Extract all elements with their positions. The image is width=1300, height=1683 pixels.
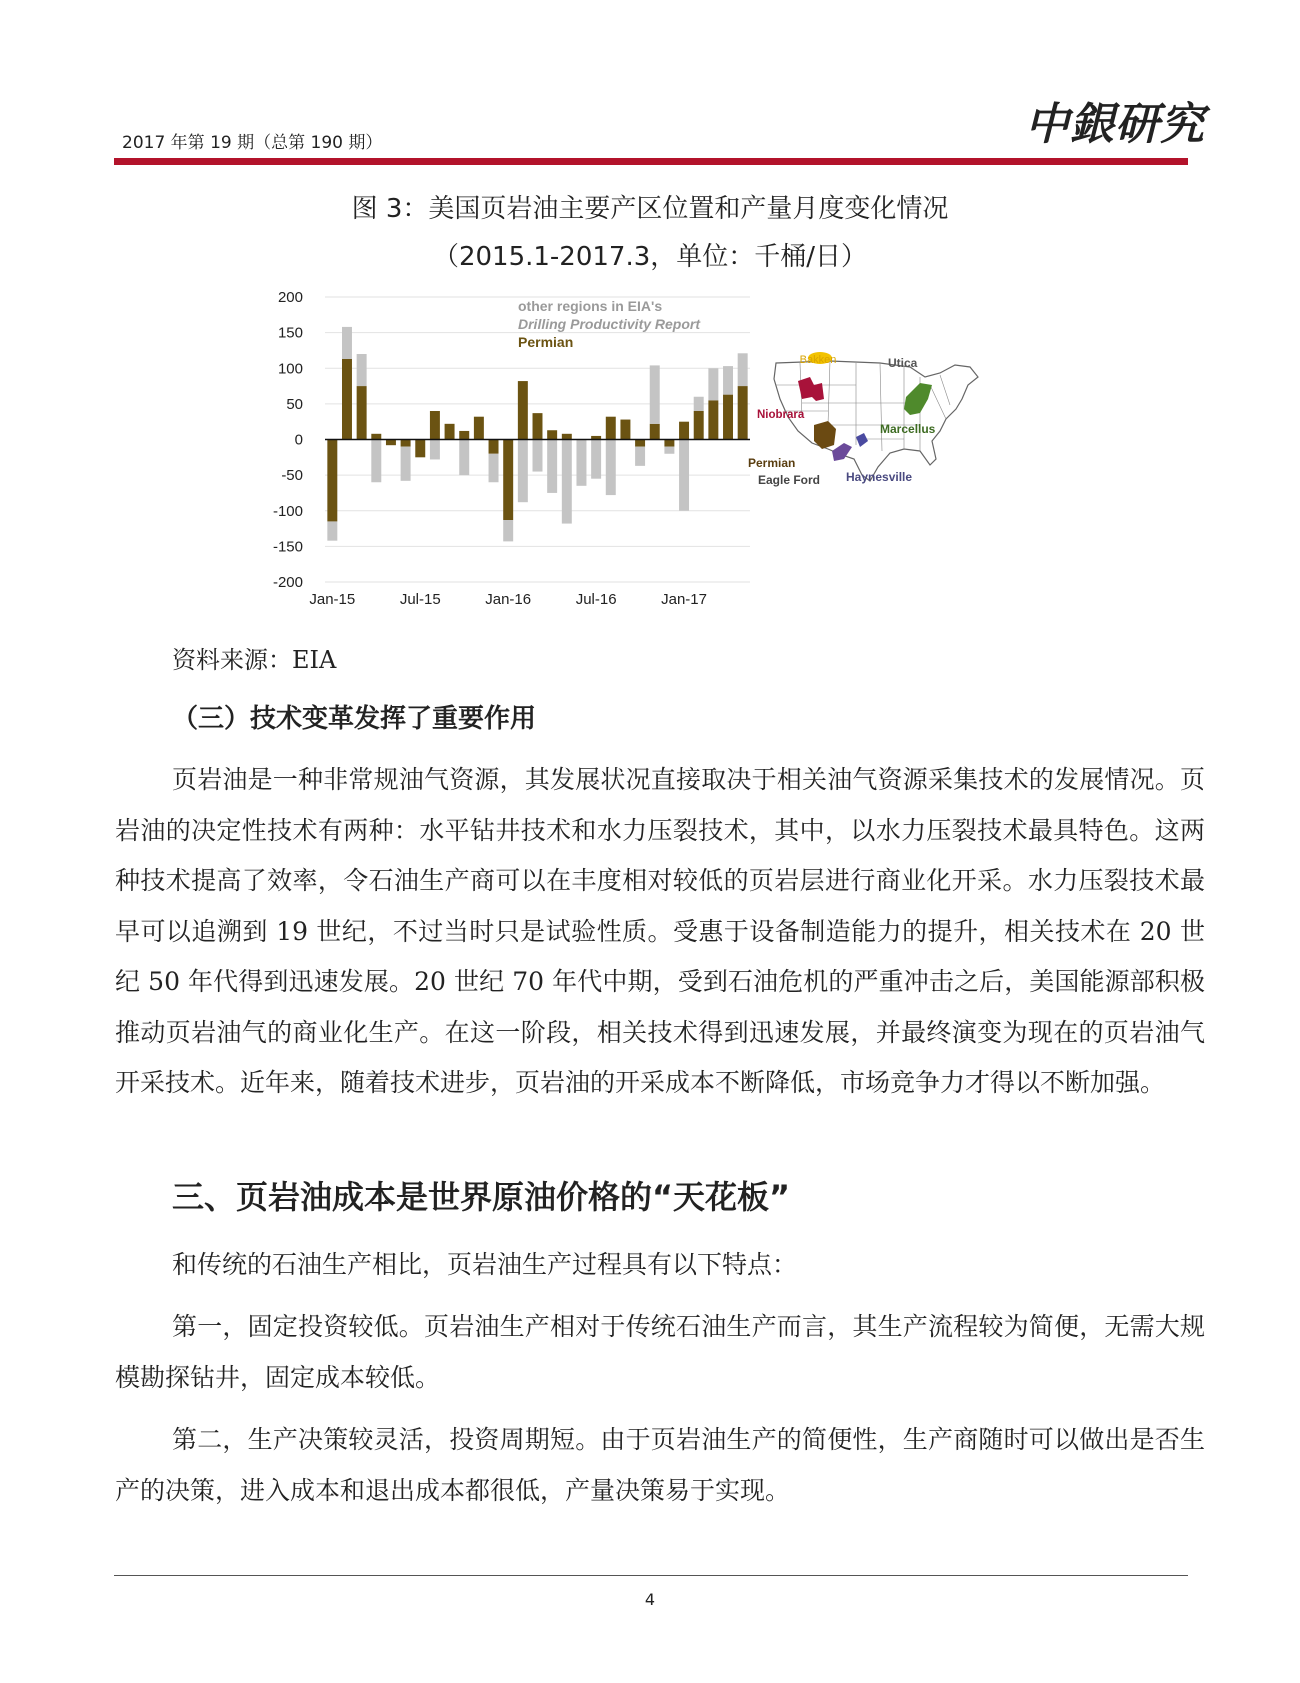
bar-other-regions — [459, 440, 469, 476]
bar-other-regions — [650, 365, 660, 423]
issue-label: 2017 年第 19 期（总第 190 期） — [122, 133, 383, 153]
y-tick-label: -100 — [272, 502, 303, 520]
legend-other-regions-line1: other regions in EIA's — [518, 298, 663, 314]
bar-permian — [606, 417, 616, 440]
bar-permian — [327, 440, 337, 522]
figure-source: 资料来源：EIA — [172, 646, 337, 674]
bar-permian — [533, 413, 543, 439]
bar-other-regions — [576, 440, 586, 486]
bar-other-regions — [430, 440, 440, 460]
y-tick-label: 50 — [286, 395, 303, 413]
bar-other-regions — [547, 440, 557, 493]
bar-permian — [401, 440, 411, 447]
section-heading: 三、页岩油成本是世界原油价格的“天花板” — [172, 1178, 791, 1216]
map-label-marcellus: Marcellus — [880, 422, 936, 436]
bar-other-regions — [357, 354, 367, 386]
page-number: 4 — [644, 1590, 656, 1609]
bar-permian — [474, 417, 484, 440]
bar-other-regions — [723, 366, 733, 395]
figure-title: 图 3：美国页岩油主要产区位置和产量月度变化情况 — [351, 194, 949, 224]
bar-other-regions — [694, 397, 704, 411]
legend-permian: Permian — [518, 334, 574, 350]
y-tick-label: 200 — [277, 289, 303, 306]
x-tick-label: Jul-16 — [575, 591, 617, 608]
bar-other-regions — [591, 440, 601, 479]
x-tick-label: Jan-17 — [661, 591, 707, 608]
y-tick-label: 150 — [277, 324, 303, 342]
bar-permian — [489, 440, 499, 454]
bar-other-regions — [533, 440, 543, 472]
map-label-bakken: Bakken — [799, 354, 837, 366]
bar-other-regions — [327, 521, 337, 540]
bar-other-regions — [489, 454, 499, 483]
bar-permian — [708, 400, 718, 439]
bar-permian — [679, 422, 689, 440]
y-tick-label: 100 — [277, 360, 303, 378]
header-divider — [114, 158, 1188, 165]
bar-other-regions — [518, 440, 528, 503]
y-tick-label: -150 — [272, 538, 303, 556]
bar-other-regions — [664, 447, 674, 454]
bar-permian — [445, 424, 455, 440]
bar-other-regions — [606, 440, 616, 496]
bar-other-regions — [679, 440, 689, 511]
bar-permian — [650, 424, 660, 440]
bar-permian — [415, 440, 425, 458]
map-label-permian: Permian — [748, 456, 796, 470]
bar-other-regions — [738, 353, 748, 386]
bar-other-regions — [503, 520, 513, 541]
footer-divider — [114, 1575, 1188, 1576]
bar-other-regions — [635, 447, 645, 466]
x-tick-label: Jan-16 — [485, 591, 532, 608]
bar-permian — [459, 431, 469, 440]
paragraph-point-one: 第一，固定投资较低。页岩油生产相对于传统石油生产而言，其生产流程较为简便，无需大规模勘探钻井，固定成本较低。 — [115, 1312, 1205, 1392]
bar-permian — [562, 434, 572, 440]
bar-permian — [503, 440, 513, 521]
bar-permian — [664, 440, 674, 447]
bar-permian — [620, 420, 630, 440]
bar-permian — [430, 411, 440, 440]
production-bar-chart — [270, 282, 760, 612]
paragraph-intro: 和传统的石油生产相比，页岩油生产过程具有以下特点： — [172, 1250, 798, 1279]
x-tick-label: Jan-15 — [309, 591, 356, 608]
paragraph-technology: 页岩油是一种非常规油气资源，其发展状况直接取决于相关油气资源采集技术的发展情况。页岩油的决定性技术有两种：水平钻井技术和水力压裂技术，其中，以水力压裂技术最具特色。这两种技术提高了效率，令石油生产商可以在丰度相对较低的页岩层进行商业化开采。水力压裂技术最早可以追溯到 19 世纪，不过当时只是试验性质。受惠于设备制造能力的提升，相关技术在 20 世纪 50 年代得到迅速发展。20 世纪 70 年代中期，受到石油危机的严重冲击之后，美国能源部积极推动页岩油气的商业化生产。在这一阶段，相关技术得到迅速发展，并最终演变为现在的页岩油气开采技术。近年来，随着技术进步，页岩油的开采成本不断降低，市场竞争力才得以不断加强。 — [115, 765, 1205, 1097]
y-tick-label: 0 — [294, 431, 303, 449]
x-tick-label: Jul-15 — [399, 591, 441, 608]
paragraph-point-two: 第二，生产决策较灵活，投资周期短。由于页岩油生产的简便性，生产商随时可以做出是否生产的决策，进入成本和退出成本都很低，产量决策易于实现。 — [115, 1425, 1205, 1505]
bar-permian — [342, 359, 352, 440]
bar-permian — [386, 440, 396, 446]
bar-other-regions — [342, 327, 352, 359]
bar-permian — [738, 386, 748, 439]
bar-permian — [635, 440, 645, 447]
subsection-heading: （三）技术变革发挥了重要作用 — [172, 704, 537, 734]
y-tick-label: -200 — [272, 574, 303, 591]
map-label-utica: Utica — [888, 356, 918, 370]
bar-other-regions — [562, 440, 572, 524]
map-label-eagle-ford: Eagle Ford — [758, 473, 821, 487]
bar-permian — [694, 411, 704, 440]
bar-permian — [547, 430, 557, 439]
map-label-haynesville: Haynesville — [846, 470, 913, 484]
bar-other-regions — [708, 368, 718, 400]
bar-permian — [357, 386, 367, 439]
bar-permian — [723, 395, 733, 440]
figure-subtitle: （2015.1-2017.3，单位：千桶/日） — [432, 242, 868, 272]
bar-permian — [371, 434, 381, 440]
y-tick-label: -50 — [281, 467, 303, 485]
bar-permian — [518, 381, 528, 439]
brand-logo: 中銀研究 — [1025, 99, 1205, 150]
us-shale-map — [748, 354, 990, 495]
bar-other-regions — [371, 440, 381, 483]
map-label-niobrara: Niobrara — [757, 409, 805, 421]
bar-other-regions — [401, 447, 411, 481]
legend-other-regions-line2: Drilling Productivity Report — [518, 316, 701, 332]
